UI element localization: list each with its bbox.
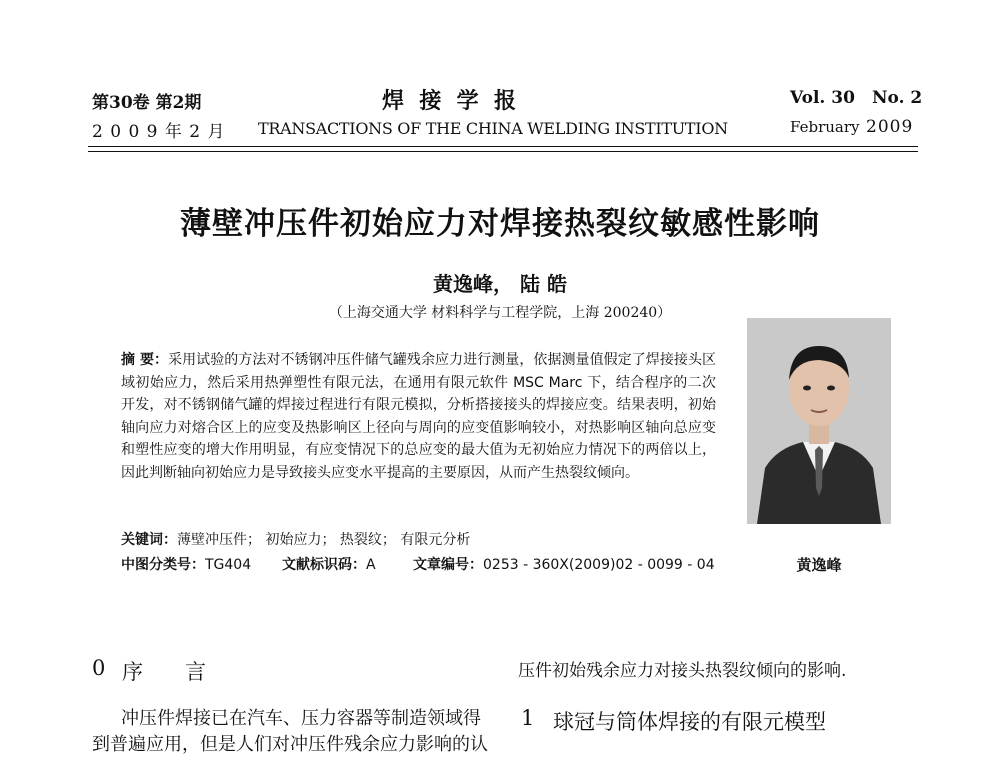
date-cn: 2 0 0 9 年 2 月 [92,122,226,142]
clc-code [121,554,251,574]
author-photo [747,318,891,524]
section-0-title: 序 言 [122,660,206,684]
section-1-title: 球冠与筒体焊接的有限元模型 [553,710,826,734]
article-number [413,554,715,574]
year-en: 2009 [866,117,914,137]
keywords-label: 关键词： [121,532,177,548]
volume-issue-cn: 第30卷 第2期 [92,93,202,113]
clc-value: TG404 [205,557,252,573]
body-left-line-1: 冲压件焊接已在汽车、压力容器等制造领域得 [121,708,481,729]
volume-en: Vol. 30 [790,88,855,108]
month-en: February [790,118,860,136]
paper-affiliation: （上海交通大学 材料科学与工程学院，上海 200240） [328,305,672,321]
header-rule-top [88,146,918,147]
doc-code [282,554,376,574]
issue-en: No. 2 [872,88,923,108]
clc-label: 中图分类号： [121,557,205,573]
paper-title: 薄壁冲压件初始应力对焊接热裂纹敏感性影响 [180,206,820,242]
photo-caption: 黄逸峰 [796,556,842,574]
body-left-line-2: 到普遍应用，但是人们对冲压件残余应力影响的认 [92,734,488,755]
article-no-value: 0253 - 360X(2009)02 - 0099 - 04 [483,557,715,573]
abstract-label: 摘 要： [121,352,169,368]
doc-code-value: A [366,557,376,573]
header-rule-bottom [88,151,918,152]
journal-title-cn: 焊 接 学 报 [382,88,516,114]
author-portrait-icon [747,318,891,524]
doc-code-label: 文献标识码： [282,557,366,573]
abstract [121,349,716,485]
paper-authors: 黄逸峰， 陆 皓 [433,272,567,296]
keywords [121,529,470,549]
section-1-number: 1 [521,706,535,730]
article-no-label: 文章编号： [413,557,483,573]
abstract-text: 采用试验的方法对不锈钢冲压件储气罐残余应力进行测量，依据测量值假定了焊接接头区域初始应力，然后采用热弹塑性有限元法，在通用有限元软件 MSC Marc 下，结合程序的二次开发，对不锈钢储气罐的焊接过程进行有限元模拟，分析搭接接头的焊接应变。结果表明，初始轴向应力对熔合区上的应变及热影响区上径向与周向的应变值影响较小，对热影响区轴向总应变和塑性应变的增大作用明显，有应变情况下的总应变的最大值为无初始应力情况下的两倍以上，因此判断轴向初始应力是导致接头应变水平提高的主要原因，从而产生热裂纹倾向。 [121,352,716,481]
journal-title-en: TRANSACTIONS OF THE CHINA WELDING INSTITUTION [258,119,728,138]
keywords-text: 薄壁冲压件； 初始应力； 热裂纹； 有限元分析 [177,532,471,548]
body-right-line-1: 压件初始残余应力对接头热裂纹倾向的影响. [518,661,847,681]
section-0-number: 0 [92,656,106,680]
